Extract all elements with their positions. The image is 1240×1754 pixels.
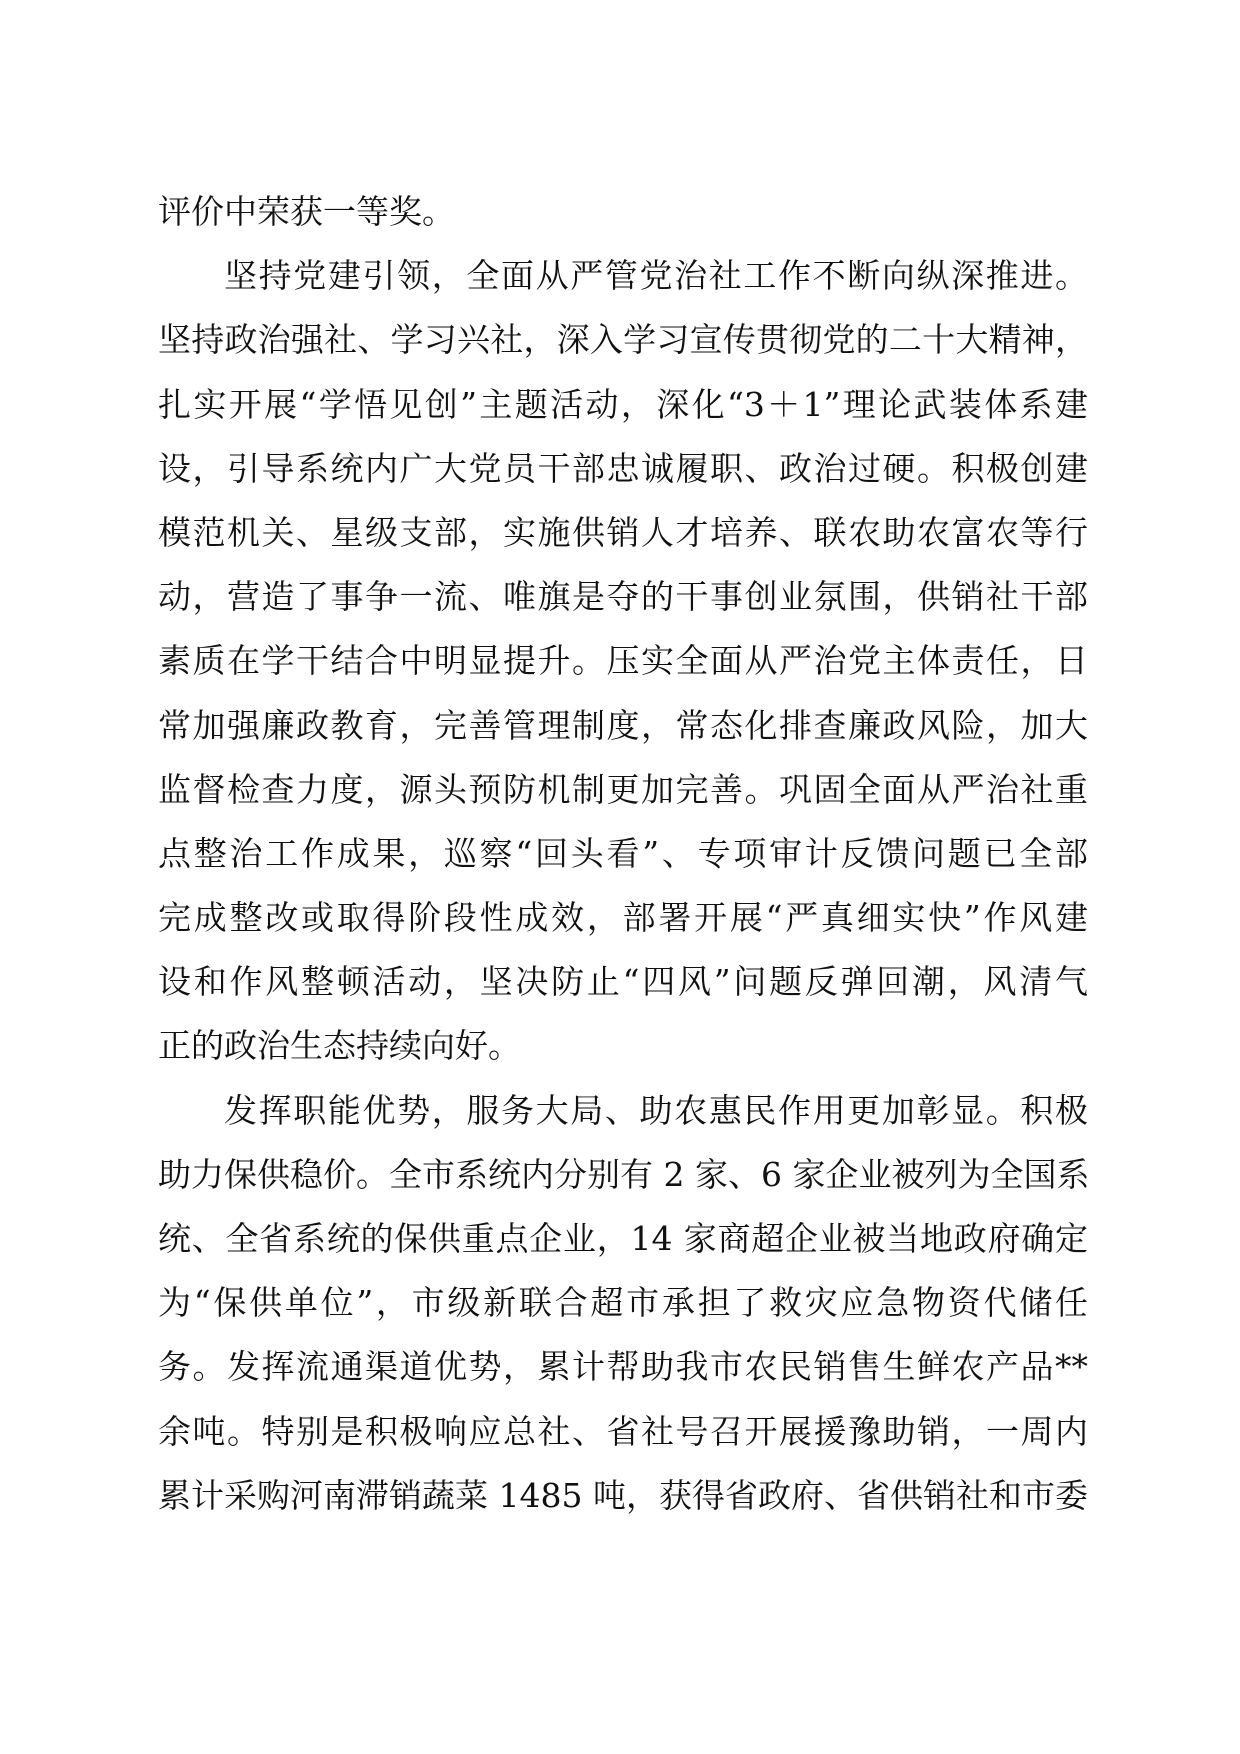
paragraph-2 (158, 244, 1088, 1078)
paragraph-line: 常加强廉政教育，完善管理制度，常态化排查廉政风险，加大 (158, 705, 1088, 745)
paragraph-line: 完成整改或取得阶段性成效，部署开展“严真细实快”作风建 (158, 898, 1088, 938)
paragraph-line: 正的政治生态持续向好。 (158, 1026, 521, 1066)
paragraph-line: 坚持政治强社、学习兴社，深入学习宣传贯彻党的二十大精神， (158, 320, 1088, 360)
paragraph-line: 评价中荣获一等奖。 (158, 192, 455, 231)
paragraph-line: 坚持党建引领，全面从严管党治社工作不断向纵深推进。 (224, 256, 1088, 296)
paragraph-line: 务。发挥流通渠道优势，累计帮助我市农民销售生鲜农产品** (158, 1347, 1088, 1387)
paragraph-3 (158, 1079, 1088, 1528)
paragraph-line: 发挥职能优势，服务大局、助农惠民作用更加彰显。积极 (224, 1090, 1088, 1130)
paragraph-line: 监督检查力度，源头预防机制更加完善。巩固全面从严治社重 (158, 769, 1088, 809)
paragraph-line: 点整治工作成果，巡察“回头看”、专项审计反馈问题已全部 (158, 833, 1088, 873)
paragraph-line: 素质在学干结合中明显提升。压实全面从严治党主体责任，日 (158, 641, 1088, 681)
document-body (158, 180, 1088, 1528)
paragraph-line: 为“保供单位”，市级新联合超市承担了救灾应急物资代储任 (158, 1283, 1088, 1323)
paragraph-line: 设和作风整顿活动，坚决防止“四风”问题反弹回潮，风清气 (158, 962, 1088, 1002)
paragraph-line: 设，引导系统内广大党员干部忠诚履职、政治过硬。积极创建 (158, 448, 1088, 488)
paragraph-line: 扎实开展“学悟见创”主题活动，深化“3＋1”理论武装体系建 (158, 384, 1088, 424)
paragraph-line: 统、全省系统的保供重点企业，14 家商超企业被当地政府确定 (158, 1219, 1088, 1258)
paragraph-line: 模范机关、星级支部，实施供销人才培养、联农助农富农等行 (158, 512, 1088, 552)
paragraph-line: 动，营造了事争一流、唯旗是夺的干事创业氛围，供销社干部 (158, 577, 1088, 617)
paragraph-1 (158, 180, 1088, 244)
paragraph-line: 余吨。特别是积极响应总社、省社号召开展援豫助销，一周内 (158, 1411, 1088, 1451)
paragraph-line: 累计采购河南滞销蔬菜 1485 吨，获得省政府、省供销社和市委 (158, 1475, 1088, 1515)
paragraph-line: 助力保供稳价。全市系统内分别有 2 家、6 家企业被列为全国系 (158, 1154, 1090, 1194)
